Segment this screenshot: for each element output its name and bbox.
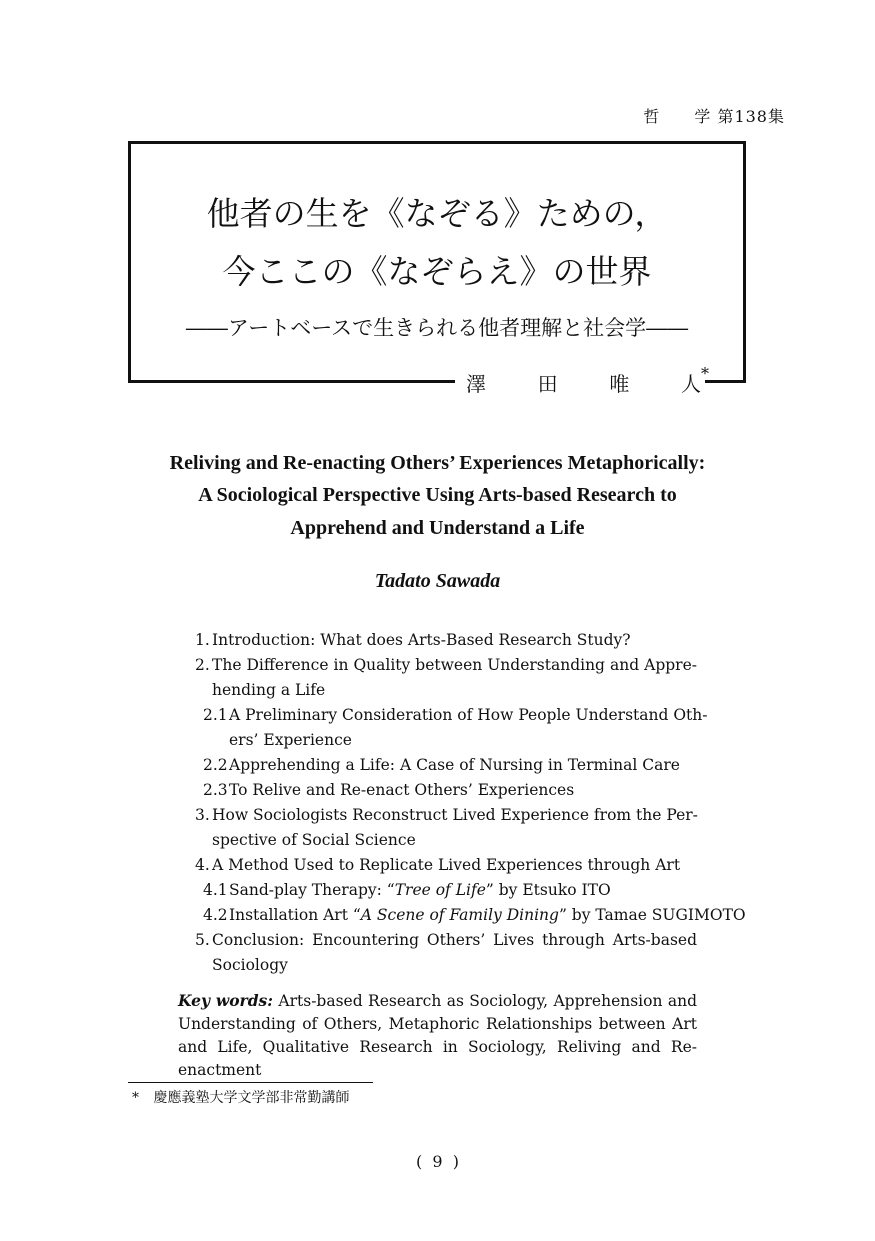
toc-item-continuation: Sociology — [212, 956, 288, 974]
footnote-mark: * — [701, 364, 709, 383]
toc-item-text — [229, 879, 697, 901]
toc-item-text: A Preliminary Consideration of How People Understand Oth- — [229, 706, 708, 724]
footnote-mark: * — [132, 1090, 139, 1106]
toc-item-text-part: Installation Art “ — [229, 906, 361, 924]
footnote-text: 慶應義塾大学文学部非常勤講師 — [153, 1090, 350, 1106]
author-char: 田 — [537, 372, 558, 396]
keywords-label: Key words: — [178, 991, 273, 1010]
toc-item-text: The Difference in Quality between Understanding and Appre- — [212, 656, 697, 674]
japanese-subtitle: ――アートベースで生きられる他者理解と社会学―― — [185, 316, 689, 340]
english-title-line1: Reliving and Re-enacting Others’ Experiences Metaphorically: — [169, 452, 706, 474]
title-box-border-top — [128, 141, 746, 144]
footnote-divider — [128, 1082, 373, 1083]
toc-item-text-part: Sand-play Therapy: “ — [229, 881, 395, 899]
toc-item-text: Introduction: What does Arts-Based Research Study? — [212, 631, 631, 649]
toc-item-text-part: ” by Tamae SUGIMOTO — [558, 906, 746, 924]
toc-item-number: 2.1 — [203, 706, 228, 724]
toc-item-continuation: spective of Social Science — [212, 831, 416, 849]
toc-item-number: 5. — [195, 931, 210, 949]
toc-item-number: 4. — [195, 856, 210, 874]
toc-item-number: 4.1 — [203, 881, 228, 899]
japanese-author — [466, 364, 709, 397]
english-title-line2: A Sociological Perspective Using Arts-based Research to — [198, 484, 677, 506]
toc-item-number: 2. — [195, 656, 210, 674]
english-author: Tadato Sawada — [374, 570, 501, 592]
toc-item-continuation: hending a Life — [212, 681, 326, 699]
toc-item-text: How Sociologists Reconstruct Lived Experience from the Per- — [212, 806, 698, 824]
toc-item-number: 2.3 — [203, 781, 228, 799]
keywords-text: Arts-based Research as Sociology, Apprehension and Understanding of Others, Metaphoric Relationships between Art and Life, Qualitative Research in Sociology, Reliving and Re-enactment — [178, 992, 697, 1079]
toc-item-number: 3. — [195, 806, 210, 824]
keywords — [178, 989, 697, 1082]
toc-item-italic-title: Tree of Life — [394, 881, 486, 899]
toc-item-number: 1. — [195, 631, 210, 649]
author-char: 澤 — [466, 372, 486, 396]
footnote — [132, 1087, 349, 1107]
title-box-border-bottom-left — [128, 380, 455, 383]
toc-item-number: 4.2 — [203, 906, 228, 924]
toc-item-text — [229, 904, 746, 926]
author-char: 人 — [680, 372, 701, 396]
toc-item-text: A Method Used to Replicate Lived Experiences through Art — [212, 856, 681, 874]
english-title-line3: Apprehend and Understand a Life — [290, 517, 585, 539]
toc-item-text-part: ” by Etsuko ITO — [485, 881, 611, 899]
japanese-title-line2: 今ここの《なぞらえ》の世界 — [222, 252, 652, 291]
toc-item-text: Apprehending a Life: A Case of Nursing in Terminal Care — [229, 756, 680, 774]
journal-header: 哲 学 第138集 — [643, 107, 785, 126]
toc-item-italic-title: A Scene of Family Dining — [360, 906, 559, 924]
page-number: ( 9 ) — [415, 1152, 459, 1171]
toc-item-text: Conclusion: Encountering Others’ Lives through Arts-based — [212, 931, 697, 949]
title-box-border-bottom-right — [705, 380, 746, 383]
author-char: 唯 — [609, 372, 630, 396]
toc-item-continuation: ers’ Experience — [229, 731, 352, 749]
toc-item-text: To Relive and Re-enact Others’ Experiences — [229, 781, 575, 799]
japanese-title-line1: 他者の生を《なぞる》ための， — [206, 194, 668, 233]
toc-item-number: 2.2 — [203, 756, 228, 774]
